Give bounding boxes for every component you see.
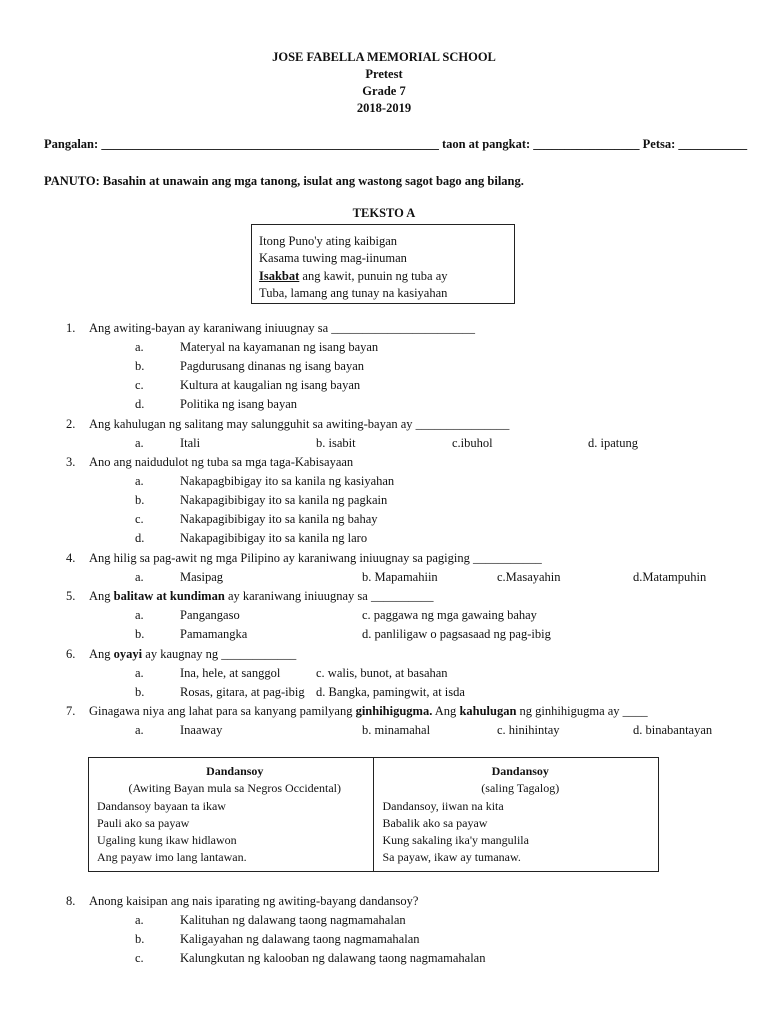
dandansoy-translation-column: [374, 758, 659, 871]
q7-text-bold: ginhihigugma.: [355, 704, 433, 718]
q3-text: Ano ang naidudulot ng tuba sa mga taga-Kabisayaan: [89, 455, 354, 469]
instructions-label: PANUTO:: [44, 174, 100, 188]
q3-c-letter: c.: [135, 512, 144, 526]
underlined-word: Isakbat: [259, 268, 300, 283]
q3-d-text: Nakapagibibigay ito sa kanila ng laro: [180, 531, 368, 545]
text-a-line-1: Itong Puno'y ating kaibigan: [259, 234, 398, 248]
q4-c-text: c.Masayahin: [497, 570, 561, 584]
q4-a-text: Masipag: [180, 570, 224, 584]
q8-text: Anong kaisipan ang nais iparating ng awiting-bayang dandansoy?: [89, 894, 419, 908]
q1-c-text: Kultura at kaugalian ng isang bayan: [180, 378, 361, 392]
q6-text-post: ay kaugnay ng ____________: [142, 647, 297, 661]
q6-b-text: Rosas, gitara, at pag-ibig: [180, 685, 305, 699]
q5-a-letter: a.: [135, 608, 144, 622]
q5-text-pre: Ang: [89, 589, 114, 603]
dandansoy-original-title: Dandansoy: [206, 764, 264, 778]
q7-b-text: b. minamahal: [362, 723, 431, 737]
text-a-box: [251, 224, 515, 304]
q4-number: 4.: [66, 551, 76, 565]
q2-text: Ang kahulugan ng salitang may salungguhit sa awiting-bayan ay _______________: [89, 417, 510, 431]
dandansoy-translation-line: Kung sakaling ika'y mangulila: [382, 833, 529, 848]
text-a-line-3-rest: ang kawit, punuin ng tuba ay: [299, 268, 448, 283]
q7-text-pre: Ginagawa niya ang lahat para sa kanyang pamilyang: [89, 704, 356, 718]
text-a-line-3: [259, 268, 514, 285]
q3-b-text: Nakapagibibigay ito sa kanila ng pagkain: [180, 493, 388, 507]
text-a-title: TEKSTO A: [352, 206, 416, 220]
q1-a-letter: a.: [135, 340, 144, 354]
dandansoy-translation-line: Babalik ako sa payaw: [382, 815, 488, 830]
q6-number: 6.: [66, 647, 76, 661]
q4-text: Ang hilig sa pag-awit ng mga Pilipino ay karaniwang iniuugnay sa pagiging ___________: [89, 551, 542, 565]
q2-a-letter: a.: [135, 436, 144, 450]
dandansoy-translation-line: Dandansoy, iiwan na kita: [382, 798, 504, 813]
q8-a-letter: a.: [135, 913, 144, 927]
q7-d-text: d. binabantayan: [633, 723, 713, 737]
q7-a-text: Inaaway: [180, 723, 223, 737]
q5-a-text: Pangangaso: [180, 608, 240, 622]
q6-a-text: Ina, hele, at sanggol: [180, 666, 281, 680]
name-field: [44, 137, 747, 152]
instructions-text: Basahin at unawain ang mga tanong, isulat ang wastong sagot bago ang bilang.: [102, 174, 524, 188]
q3-number: 3.: [66, 455, 76, 469]
q5-text: [89, 589, 433, 604]
q5-c-text: c. paggawa ng mga gawaing bahay: [362, 608, 537, 622]
q7-text-post: ng ginhihigugma ay ____: [516, 704, 648, 718]
q8-a-text: Kalituhan ng dalawang taong nagmamahalan: [180, 913, 406, 927]
q7-c-text: c. hinihintay: [497, 723, 560, 737]
q6-c-text: c. walis, bunot, at basahan: [316, 666, 448, 680]
q2-d-text: d. ipatung: [588, 436, 638, 450]
q5-b-text: Pamamangka: [180, 627, 248, 641]
q2-c-text: c.ibuhol: [452, 436, 493, 450]
q3-d-letter: d.: [135, 531, 145, 545]
q5-text-bold: balitaw at kundiman: [113, 589, 225, 603]
q7-text-bold2: kahulugan: [459, 704, 517, 718]
name-blank: ______________________________________________________: [101, 137, 439, 151]
level-blank: _________________: [533, 137, 640, 151]
dandansoy-original-subtitle: (Awiting Bayan mula sa Negros Occidental): [128, 781, 341, 796]
q2-b-text: b. isabit: [316, 436, 356, 450]
school-year: 2018-2019: [356, 101, 412, 115]
q5-text-post: ay karaniwang iniuugnay sa __________: [224, 589, 434, 603]
q3-c-text: Nakapagibibigay ito sa kanila ng bahay: [180, 512, 378, 526]
name-label: Pangalan:: [44, 137, 99, 151]
q2-number: 2.: [66, 417, 76, 431]
q6-a-letter: a.: [135, 666, 144, 680]
dandansoy-original-line: Ang payaw imo lang lantawan.: [97, 850, 247, 865]
q5-number: 5.: [66, 589, 76, 603]
q6-text-pre: Ang: [89, 647, 114, 661]
q1-c-letter: c.: [135, 378, 144, 392]
q7-text: [89, 704, 648, 719]
dandansoy-translation-line: Sa payaw, ikaw ay tumanaw.: [382, 850, 521, 865]
q6-text: [89, 647, 296, 662]
date-label: Petsa:: [642, 137, 676, 151]
q4-a-letter: a.: [135, 570, 144, 584]
q8-b-text: Kaligayahan ng dalawang taong nagmamahalan: [180, 932, 420, 946]
q8-c-letter: c.: [135, 951, 144, 965]
q5-d-text: d. panliligaw o pagsasaad ng pag-ibig: [362, 627, 551, 641]
grade-level: Grade 7: [362, 84, 406, 98]
q1-b-text: Pagdurusang dinanas ng isang bayan: [180, 359, 364, 373]
q6-b-letter: b.: [135, 685, 145, 699]
q8-c-text: Kalungkutan ng kalooban ng dalawang taong nagmamahalan: [180, 951, 486, 965]
q2-a-text: Itali: [180, 436, 201, 450]
dandansoy-original-line: Dandansoy bayaan ta ikaw: [97, 798, 226, 813]
text-a-line-4: Tuba, lamang ang tunay na kasiyahan: [259, 286, 448, 301]
dandansoy-translation-subtitle: (saling Tagalog): [481, 781, 560, 796]
dandansoy-table: [88, 757, 659, 872]
q7-number: 7.: [66, 704, 76, 718]
q6-text-bold: oyayi: [113, 647, 143, 661]
q7-text-mid: Ang: [432, 704, 460, 718]
test-title: Pretest: [365, 67, 403, 81]
q3-a-letter: a.: [135, 474, 144, 488]
dandansoy-original-column: [89, 758, 374, 871]
dandansoy-original-line: Ugaling kung ikaw hidlawon: [97, 833, 237, 848]
q7-a-letter: a.: [135, 723, 144, 737]
text-a-line-2: Kasama tuwing mag-iinuman: [259, 251, 407, 266]
q3-b-letter: b.: [135, 493, 145, 507]
q3-a-text: Nakapagbibigay ito sa kanila ng kasiyahan: [180, 474, 395, 488]
q1-d-text: Politika ng isang bayan: [180, 397, 297, 411]
date-blank: ___________: [678, 137, 748, 151]
q1-number: 1.: [66, 321, 76, 335]
dandansoy-original-line: Pauli ako sa payaw: [97, 815, 190, 830]
school-name: JOSE FABELLA MEMORIAL SCHOOL: [272, 50, 496, 64]
instructions: [44, 174, 524, 189]
q1-b-letter: b.: [135, 359, 145, 373]
q1-a-text: Materyal na kayamanan ng isang bayan: [180, 340, 379, 354]
level-label: taon at pangkat:: [441, 137, 531, 151]
q6-d-text: d. Bangka, pamingwit, at isda: [316, 685, 465, 699]
q5-b-letter: b.: [135, 627, 145, 641]
q8-number: 8.: [66, 894, 76, 908]
q4-d-text: d.Matampuhin: [633, 570, 707, 584]
dandansoy-translation-title: Dandansoy: [491, 764, 549, 778]
q4-b-text: b. Mapamahiin: [362, 570, 438, 584]
q8-b-letter: b.: [135, 932, 145, 946]
q1-d-letter: d.: [135, 397, 145, 411]
q1-text: Ang awiting-bayan ay karaniwang iniuugnay sa _______________________: [89, 321, 476, 335]
